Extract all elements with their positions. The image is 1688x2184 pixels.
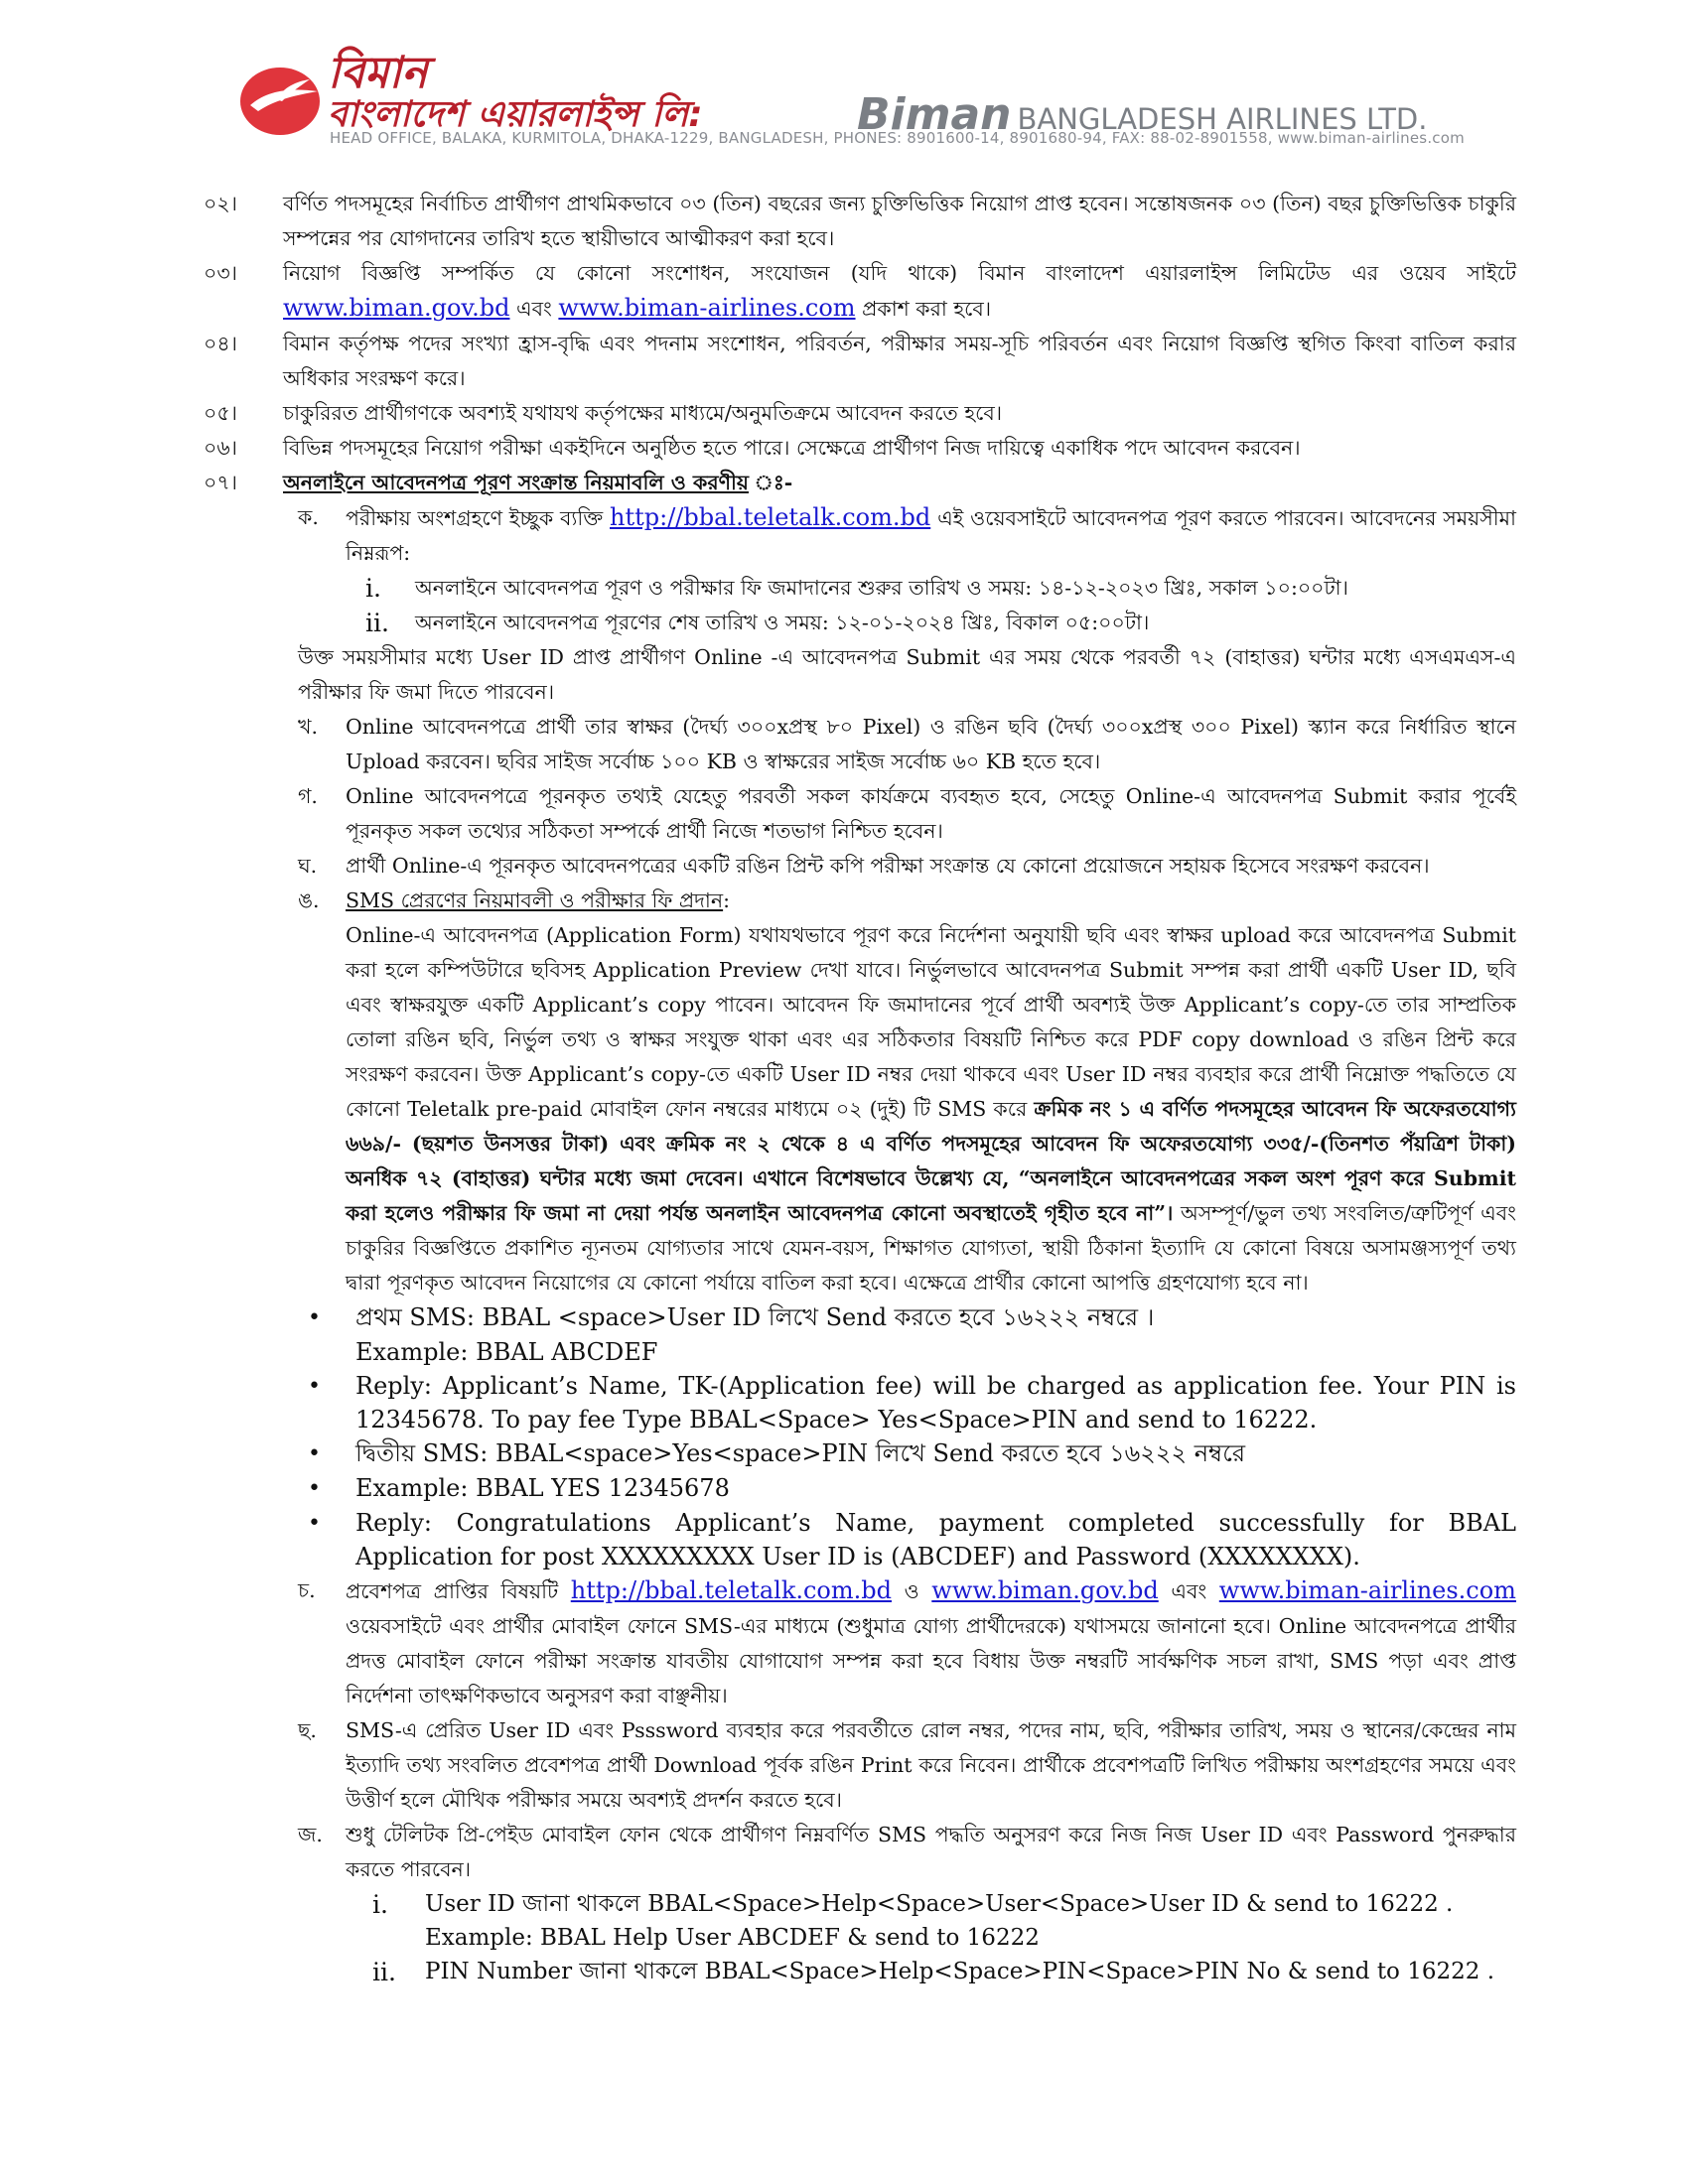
bullet-symbol: •: [308, 1441, 321, 1466]
item-05: [204, 396, 1516, 431]
link-teletalk[interactable]: http://bbal.teletalk.com.bd: [610, 503, 931, 531]
sub-ga: [298, 779, 1516, 849]
sub-label: গ.: [298, 784, 318, 808]
sub-label: ছ.: [298, 1718, 317, 1742]
sub-chha: [298, 1713, 1516, 1818]
item-text: [283, 256, 1516, 327]
recover-user-id-example: Example: BBAL Help User ABCDEF & send to 16222: [425, 1925, 1040, 1951]
item-text: বিমান কর্তৃপক্ষ পদের সংখ্যা হ্রাস-বৃদ্ধি এবং পদনাম সংশোধন, পরিবর্তন, পরীক্ষার সময়-সূচি পরিবর্তন এবং নিয়োগ বিজ্ঞপ্তি স্থগিত কিংবা বাতিল করার অধিকার সংরক্ষণ করে।: [283, 332, 1516, 390]
item-text: চাকুরিরত প্রার্থীগণকে অবশ্যই যথাযথ কর্তৃপক্ষের মাধ্যমে/অনুমতিক্রমে আবেদন করতে হবে।: [283, 401, 1003, 425]
bullet-text: Reply: Applicant’s Name, TK-(Application fee) will be charged as application fee. Your PIN is 12345678. To pay fee Type BBAL<Space> Yes<Space>PIN and send to 16222.: [355, 1372, 1516, 1433]
sub-text-part: এই ওয়েবসাইটে আবেদনপত্র পূরণ করতে পারবেন। আবেদনের সময়সীমা নিম্নরূপ:: [346, 506, 1516, 565]
roman-label: i.: [365, 574, 381, 603]
sub-ja: [298, 1818, 1516, 1887]
roman-text: অনলাইনে আবেদনপত্র পূরণ ও পরীক্ষার ফি জমাদানের শুরুর তারিখ ও সময়: ১৪-১২-২০২৩ খ্রিঃ, সকাল ১০:০০টা।: [415, 576, 1348, 600]
sms-heading: SMS প্রেরণের নিয়মাবলী ও পরীক্ষার ফি প্রদান: [346, 888, 724, 912]
bullet-item: [308, 1471, 1516, 1506]
link-biman-gov[interactable]: www.biman.gov.bd: [931, 1576, 1159, 1604]
conjunction: এবং: [516, 297, 552, 321]
deadline-end: [365, 606, 1516, 640]
deadline-start: [365, 571, 1516, 606]
bullet-text: Example: BBAL YES 12345678: [355, 1474, 730, 1502]
item-number: ০৩।: [204, 261, 237, 285]
sub-label: চ.: [298, 1578, 316, 1602]
sub-text: প্রার্থী Online-এ পূরনকৃত আবেদনপত্রের একটি রঙিন প্রিন্ট কপি পরীক্ষা সংক্রান্ত যে কোনো প্রয়োজনে সহায়ক হিসেবে সংরক্ষণ করবেন।: [346, 854, 1430, 878]
sub-text: Online আবেদনপত্রে প্রার্থী তার স্বাক্ষর (দৈর্ঘ্য ৩০০xপ্রস্থ ৮০ Pixel) ও রঙিন ছবি (দৈর্ঘ্য ৩০০xপ্রস্থ ৩০০ Pixel) স্ক্যান করে নির্ধারিত স্থানে Upload করবেন। ছবির সাইজ সর্বোচ্চ ১০০ KB ও স্বাক্ষরের সাইজ সর্বোচ্চ ৬০ KB হতে হবে।: [346, 715, 1516, 773]
conjunction: এবং: [1171, 1579, 1207, 1603]
bullet-item: [308, 1436, 1516, 1471]
sub-ka: [298, 500, 1516, 571]
bullet-symbol: •: [308, 1374, 321, 1399]
sub-kha: [298, 710, 1516, 779]
link-biman-gov[interactable]: www.biman.gov.bd: [283, 294, 510, 322]
brand-name-rest: BANGLADESH AIRLINES LTD.: [1017, 102, 1428, 136]
roman-label: i.: [372, 1890, 388, 1919]
online-application-heading: অনলাইনে আবেদনপত্র পূরণ সংক্রান্ত নিয়মাবলি ও করণীয়: [283, 471, 749, 494]
roman-text: [425, 1887, 1516, 1955]
sub-text: [346, 884, 1516, 1300]
item-text-part: প্রকাশ করা হবে।: [862, 297, 992, 321]
link-biman-airlines[interactable]: www.biman-airlines.com: [558, 294, 856, 322]
sub-gha: [298, 849, 1516, 884]
item-number: ০৪।: [204, 332, 237, 355]
bullet-symbol: [308, 1335, 355, 1369]
sub-text: [346, 1573, 1516, 1713]
item-number: ০৬।: [204, 436, 237, 460]
head-office-address: HEAD OFFICE, BALAKA, KURMITOLA, DHAKA-1229, BANGLADESH, PHONES: 8901600-14, 8901680-94, FAX: 88-02-8901558, www.biman-airlines.com: [330, 129, 1465, 147]
item-number: ০৫।: [204, 401, 237, 425]
sub-cha: [298, 1573, 1516, 1713]
document-body: [204, 187, 1516, 1989]
bullet-item: [308, 1369, 1516, 1436]
item-text: বর্ণিত পদসমূহের নির্বাচিত প্রার্থীগণ প্রাথমিকভাবে ০৩ (তিন) বছরের জন্য চুক্তিভিত্তিক নিয়োগ প্রাপ্ত হবেন। সন্তোষজনক ০৩ (তিন) বছর চুক্তিভিত্তিক চাকুরি সম্পন্নের পর যোগদানের তারিখ হতে স্থায়ীভাবে আত্মীকরণ করা হবে।: [283, 192, 1516, 250]
item-number: ০২।: [204, 192, 237, 215]
sub-text: Online আবেদনপত্রে পূরনকৃত তথ্যই যেহেতু পরবর্তী সকল কার্যক্রমে ব্যবহৃত হবে, সেহেতু Online-এ আবেদনপত্র Submit করার পূর্বেই পূরনকৃত সকল তথ্যের সঠিকতা সম্পর্কে প্রার্থী নিজে শতভাগ নিশ্চিত হবেন।: [346, 784, 1516, 843]
bullet-item: [308, 1335, 1516, 1369]
sub-text-part: পরীক্ষায় অংশগ্রহণে ইচ্ছুক ব্যক্তি: [346, 506, 604, 530]
roman-text: অনলাইনে আবেদনপত্র পূরণের শেষ তারিখ ও সময়: ১২-০১-২০২৪ খ্রিঃ, বিকাল ০৫:০০টা।: [415, 611, 1150, 634]
roman-label: ii.: [372, 1958, 396, 1986]
sub-label: ঙ.: [298, 888, 320, 912]
biman-stork-logo-icon: [236, 62, 326, 141]
roman-label: ii.: [365, 609, 389, 637]
sub-text-part: ওয়েবসাইটে এবং প্রার্থীর মোবাইল ফোনে SMS-এর মাধ্যমে (শুধুমাত্র যোগ্য প্রার্থীদেরকে) যথাসময়ে জানানো হবে। Online আবেদনপত্রে প্রার্থীর প্রদত্ত মোবাইল ফোনে পরীক্ষা সংক্রান্ত যাবতীয় যোগাযোগ সম্পন্ন করা হবে বিধায় উক্ত নম্বরটি সার্বক্ষণিক সচল রাখা, SMS পড়া এবং প্রাপ্ত নির্দেশনা তাৎক্ষণিকভাবে অনুসরণ করা বাঞ্ছনীয়।: [346, 1614, 1516, 1707]
brand-bangla-line2: বাংলাদেশ এয়ারলাইন্স লি:: [328, 94, 703, 135]
heading-tail: ঃ-: [748, 471, 793, 494]
bullet-symbol: •: [308, 1511, 321, 1536]
bullet-text: দ্বিতীয় SMS: BBAL<space>Yes<space>PIN লিখে Send করতে হবে ১৬২২২ নম্বরে: [355, 1439, 1246, 1467]
sub-label: জ.: [298, 1823, 323, 1846]
item-07: [204, 466, 1516, 500]
item-03: [204, 256, 1516, 327]
item-heading-wrap: [283, 466, 1516, 500]
link-teletalk[interactable]: http://bbal.teletalk.com.bd: [570, 1576, 892, 1604]
item-text: বিভিন্ন পদসমূহের নিয়োগ পরীক্ষা একইদিনে অনুষ্ঠিত হতে পারে। সেক্ষেত্রে প্রার্থীগণ নিজ দায়িত্বে একাধিক পদে আবেদন করবেন।: [283, 436, 1301, 460]
item-04: [204, 327, 1516, 396]
sub-label: ঘ.: [298, 854, 318, 878]
link-biman-airlines[interactable]: www.biman-airlines.com: [1218, 1576, 1516, 1604]
bullet-text: Example: BBAL ABCDEF: [355, 1338, 658, 1366]
bullet-text: Reply: Congratulations Applicant’s Name, payment completed successfully for BBAL Application for post XXXXXXXXX User ID is (ABCDEF) and Password (XXXXXXXX).: [355, 1509, 1516, 1570]
bullet-text: প্রথম SMS: BBAL <space>User ID লিখে Send করতে হবে ১৬২২২ নম্বরে ।: [355, 1303, 1155, 1331]
bullet-symbol: •: [308, 1476, 321, 1501]
letterhead: [236, 48, 1507, 151]
conjunction: ও: [904, 1579, 919, 1603]
recover-user-id-text: User ID জানা থাকলে BBAL<Space>Help<Space>User<Space>User ID & send to 16222 .: [425, 1891, 1454, 1917]
item-02: [204, 187, 1516, 256]
sub-label: ক.: [298, 505, 319, 529]
item-number: ০৭।: [204, 471, 237, 494]
sms-paragraph-tail: অসম্পূর্ণ/ভুল তথ্য সংবলিত/ত্রুটিপূর্ণ এবং চাকুরির বিজ্ঞপ্তিতে প্রকাশিত ন্যূনতম যোগ্যতার সাথে যেমন-বয়স, শিক্ষাগত যোগ্যতা, স্থায়ী ঠিকানা ইত্যাদি যে কোনো বিষয়ে অসামঞ্জস্যপূর্ণ তথ্য দ্বারা পূরণকৃত আবেদন নিয়োগের যে কোনো পর্যায়ে বাতিল করা হবে। এক্ষেত্রে প্রার্থীর কোনো আপত্তি গ্রহণযোগ্য হবে না।: [346, 1201, 1516, 1295]
fee-window-note: উক্ত সময়সীমার মধ্যে User ID প্রাপ্ত প্রার্থীগণ Online -এ আবেদনপত্র Submit এর সময় থেকে পরবর্তী ৭২ (বাহাত্তর) ঘন্টার মধ্যে এসএমএস-এ পরীক্ষার ফি জমা দিতে পারবেন।: [298, 645, 1516, 704]
bullet-symbol: •: [308, 1305, 321, 1330]
sms-paragraph: Online-এ আবেদনপত্র (Application Form) যথাযথভাবে পূরণ করে নির্দেশনা অনুযায়ী ছবি এবং স্বাক্ষর upload করে আবেদনপত্র Submit করা হলে কম্পিউটারে ছবিসহ Application Preview দেখা যাবে। নির্ভুলভাবে আবেদনপত্র Submit সম্পন্ন করা প্রার্থী একটি User ID, ছবি এবং স্বাক্ষরযুক্ত একটি Applicant’s copy পাবেন। আবেদন ফি জমাদানের পূর্বে প্রার্থী অবশ্যই উক্ত Applicant’s copy-তে তার সাম্প্রতিক তোলা রঙিন ছবি, নির্ভুল তথ্য ও স্বাক্ষর সংযুক্ত থাকা এবং এর সঠিকতার বিষয়টি নিশ্চিত করে PDF copy download ও রঙিন প্রিন্ট করে সংরক্ষণ করবেন। উক্ত Applicant’s copy-তে একটি User ID নম্বর দেয়া থাকবে এবং User ID নম্বর ব্যবহার করে প্রার্থী নিম্নোক্ত পদ্ধতিতে যে কোনো Teletalk pre-paid মোবাইল ফোন নম্বরের মাধ্যমে ০২ (দুই) টি SMS করে: [346, 923, 1516, 1121]
sub-text-part: প্রবেশপত্র প্রাপ্তির বিষয়টি: [346, 1579, 559, 1603]
brand-bangla-line1: বিমান: [328, 48, 428, 98]
item-06: [204, 431, 1516, 466]
roman-text: PIN Number জানা থাকলে BBAL<Space>Help<Space>PIN<Space>PIN No & send to 16222 .: [425, 1959, 1495, 1984]
heading-tail: :: [723, 888, 731, 912]
bullet-item: [308, 1300, 1516, 1335]
sub-label: খ.: [298, 715, 318, 739]
sub-text: শুধু টেলিটক প্রি-পেইড মোবাইল ফোন থেকে প্রার্থীগণ নিম্নবর্ণিত SMS পদ্ধতি অনুসরণ করে নিজ নিজ User ID এবং Password পুনরুদ্ধার করতে পারবেন।: [346, 1823, 1516, 1881]
brand-name: Biman: [857, 89, 1012, 140]
brand-bangla: [328, 48, 703, 135]
bullet-item: [308, 1506, 1516, 1573]
sub-text: [346, 500, 1516, 571]
sub-umo: [298, 884, 1516, 1300]
fee-bold-note: ক্রমিক নং ১ এ বর্ণিত পদসমূহের আবেদন ফি অফেরতযোগ্য ৬৬৯/- (ছয়শত উনসত্তর টাকা) এবং ক্রমিক নং ২ থেকে ৪ এ বর্ণিত পদসমূহের আবেদন ফি অফেরতযোগ্য ৩৩৫/-(তিনশত পঁয়ত্রিশ টাকা) অনধিক ৭২ (বাহাত্তর) ঘন্টার মধ্যে জমা দেবেন। এখানে বিশেষভাবে উল্লেখ্য যে, “অনলাইনে আবেদনপত্রের সকল অংশ পূরণ করে Submit করা হলেও পরীক্ষার ফি জমা না দেয়া পর্যন্ত অনলাইন আবেদনপত্র কোনো অবস্থাতেই গৃহীত হবে না”।: [346, 1097, 1516, 1225]
item-text-part: নিয়োগ বিজ্ঞপ্তি সম্পর্কিত যে কোনো সংশোধন, সংযোজন (যদি থাকে) বিমান বাংলাদেশ এয়ারলাইন্স লিমিটেড এর ওয়েব সাইটে: [283, 261, 1516, 285]
recover-pin: [372, 1955, 1516, 1989]
sub-text: SMS-এ প্রেরিত User ID এবং Psssword ব্যবহার করে পরবর্তীতে রোল নম্বর, পদের নাম, ছবি, পরীক্ষার তারিখ, সময় ও স্থানের/কেন্দ্রের নাম ইত্যাদি তথ্য সংবলিত প্রবেশপত্র প্রার্থী Download পূর্বক রঙিন Print করে নিবেন। প্রার্থীকে প্রবেশপত্রটি লিখিত পরীক্ষায় অংশগ্রহণের সময়ে এবং উত্তীর্ণ হলে মৌখিক পরীক্ষার সময়ে অবশ্যই প্রদর্শন করতে হবে।: [346, 1718, 1516, 1812]
recover-user-id: [372, 1887, 1516, 1955]
